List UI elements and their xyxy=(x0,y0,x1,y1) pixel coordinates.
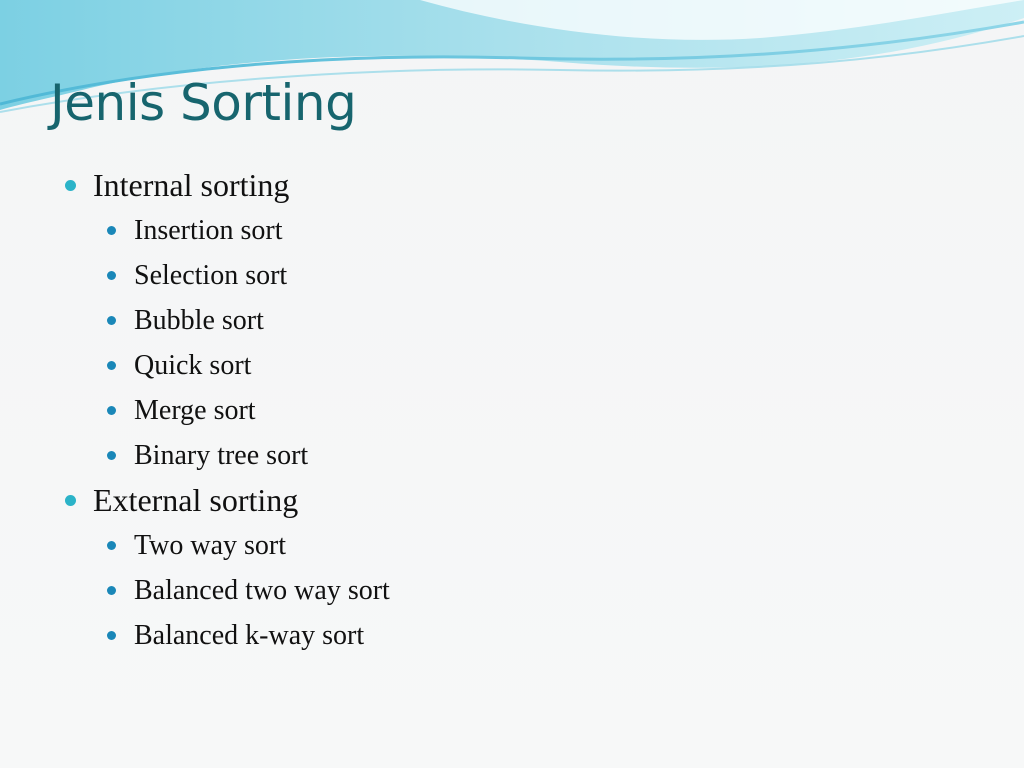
sub-bullet-item-balanced-two-way-sort xyxy=(0,568,1024,613)
sub-bullet-icon xyxy=(107,271,116,280)
sub-bullet-item-selection-sort xyxy=(0,253,1024,298)
sub-bullet-label: Insertion sort xyxy=(134,215,283,246)
sub-bullet-icon xyxy=(107,631,116,640)
bullet-item-internal-sorting xyxy=(0,163,1024,208)
sub-bullet-icon xyxy=(107,361,116,370)
sub-bullet-label: Binary tree sort xyxy=(134,440,309,471)
sub-bullet-icon xyxy=(107,406,116,415)
sub-bullet-item-merge-sort xyxy=(0,388,1024,433)
sub-bullet-label: Quick sort xyxy=(134,350,252,381)
bullet-label: External sorting xyxy=(93,482,299,518)
bullet-list xyxy=(0,163,1024,658)
sub-bullet-label: Balanced k-way sort xyxy=(134,620,365,651)
sub-bullet-label: Bubble sort xyxy=(134,305,264,336)
sub-bullet-label: Merge sort xyxy=(134,395,256,426)
sub-bullet-label: Selection sort xyxy=(134,260,288,291)
sub-bullet-icon xyxy=(107,316,116,325)
slide-title: Jenis Sorting xyxy=(50,74,357,132)
sub-bullet-icon xyxy=(107,586,116,595)
sub-bullet-icon xyxy=(107,451,116,460)
bullet-label: Internal sorting xyxy=(93,167,290,203)
bullet-item-external-sorting xyxy=(0,478,1024,523)
sub-bullet-icon xyxy=(107,226,116,235)
slide-content xyxy=(0,163,1024,658)
bullet-icon xyxy=(65,180,76,191)
sub-bullet-item-two-way-sort xyxy=(0,523,1024,568)
sub-bullet-item-insertion-sort xyxy=(0,208,1024,253)
bullet-icon xyxy=(65,495,76,506)
sub-bullet-label: Two way sort xyxy=(134,530,287,561)
sub-bullet-label: Balanced two way sort xyxy=(134,575,390,606)
sub-bullet-icon xyxy=(107,541,116,550)
sub-bullet-item-balanced-k-way-sort xyxy=(0,613,1024,658)
sub-bullet-item-binary-tree-sort xyxy=(0,433,1024,478)
sub-bullet-item-quick-sort xyxy=(0,343,1024,388)
sub-bullet-item-bubble-sort xyxy=(0,298,1024,343)
